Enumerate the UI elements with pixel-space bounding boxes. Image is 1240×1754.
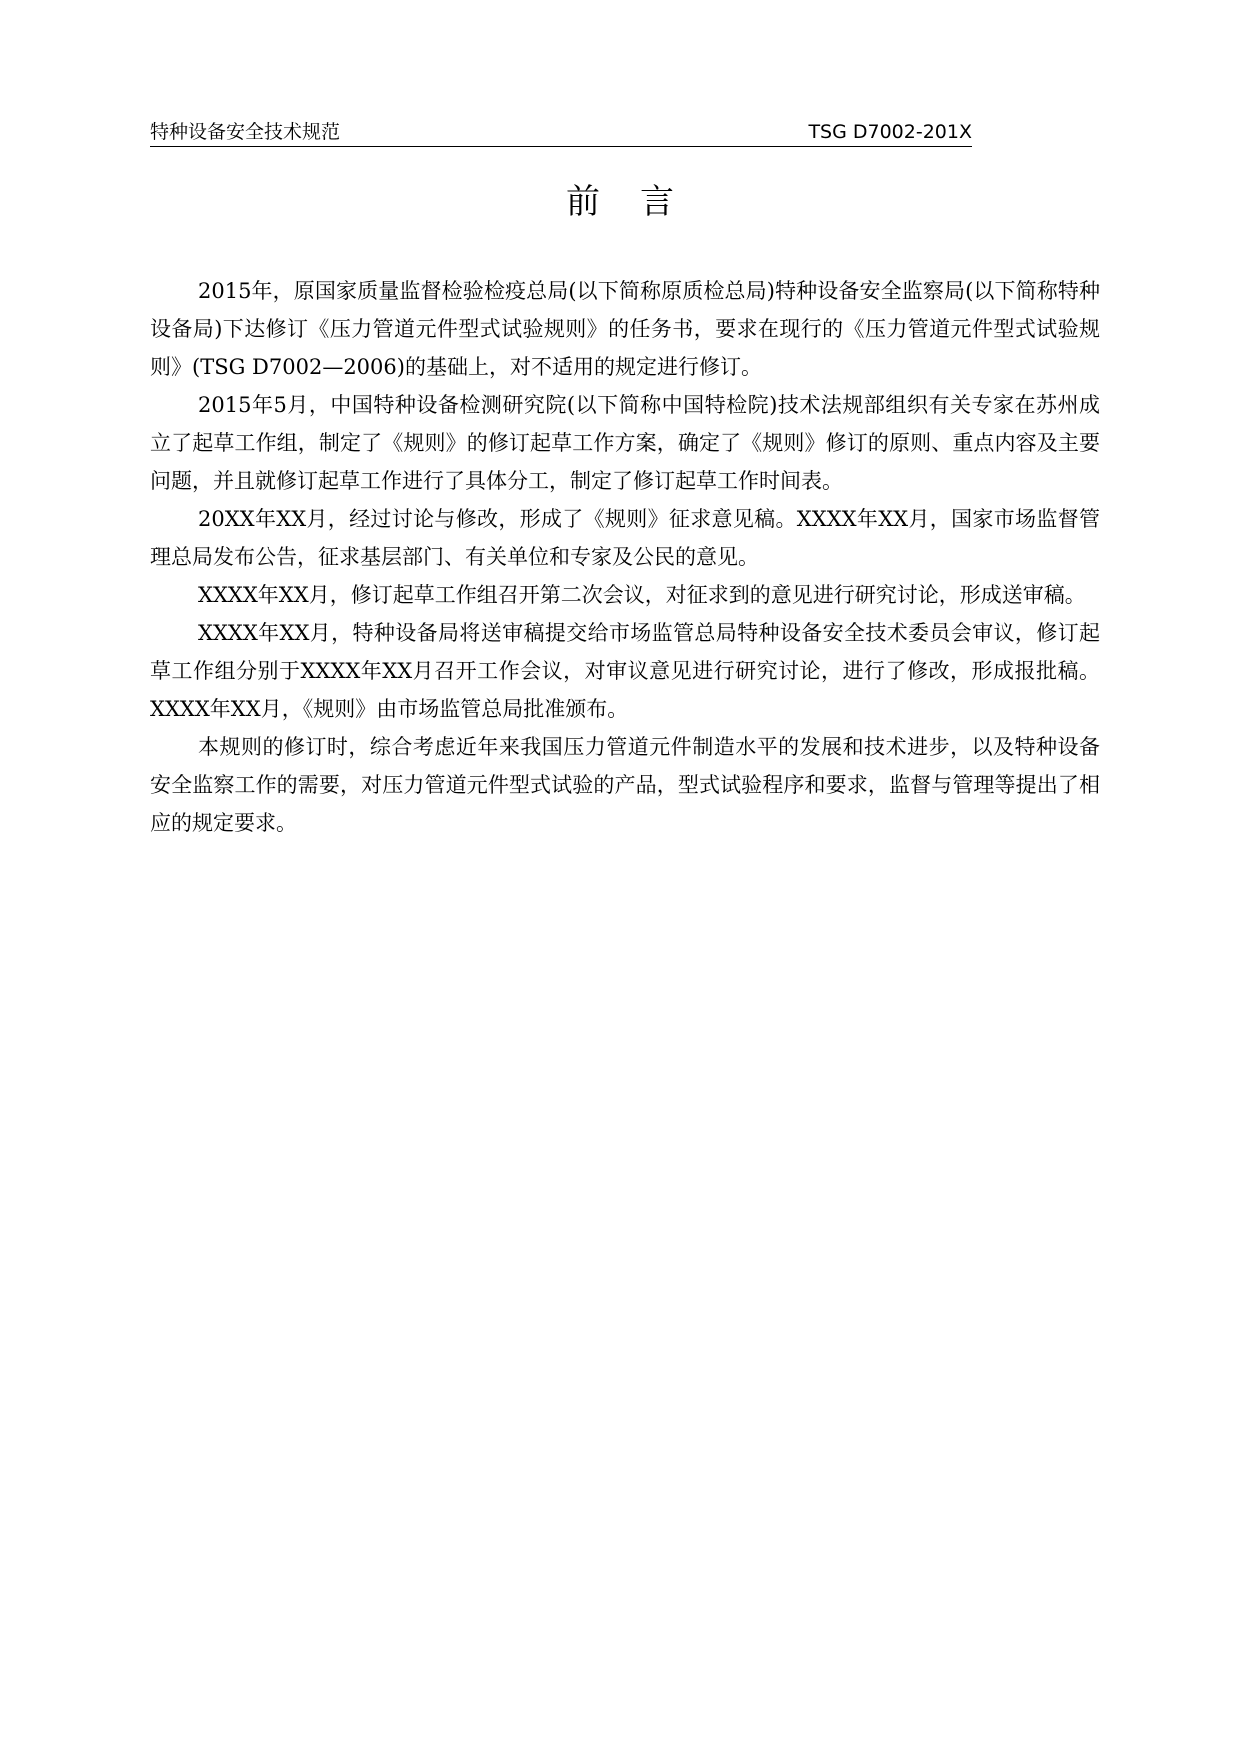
header-regulation-category: 特种设备安全技术规范: [150, 121, 341, 143]
paragraph-3: 20XX年XX月，经过讨论与修改，形成了《规则》征求意见稿。XXXX年XX月，国家市场监督管理总局发布公告，征求基层部门、有关单位和专家及公民的意见。: [150, 507, 1100, 569]
page-title: 前言: [566, 182, 714, 222]
running-header: [150, 120, 972, 147]
header-document-code: TSG D7002-201X: [808, 121, 972, 143]
paragraph-6: 本规则的修订时，综合考虑近年来我国压力管道元件制造水平的发展和技术进步，以及特种设备安全监察工作的需要，对压力管道元件型式试验的产品，型式试验程序和要求，监督与管理等提出了相应的规定要求。: [150, 735, 1100, 835]
paragraph-4: XXXX年XX月，修订起草工作组召开第二次会议，对征求到的意见进行研究讨论，形成送审稿。: [198, 583, 1086, 607]
paragraph-2: 2015年5月，中国特种设备检测研究院(以下简称中国特检院)技术法规部组织有关专家在苏州成立了起草工作组，制定了《规则》的修订起草工作方案，确定了《规则》修订的原则、重点内容及主要问题，并且就修订起草工作进行了具体分工，制定了修订起草工作时间表。: [150, 393, 1100, 493]
document-body: [150, 272, 1100, 842]
paragraph-1: 2015年，原国家质量监督检验检疫总局(以下简称原质检总局)特种设备安全监察局(以下简称特种设备局)下达修订《压力管道元件型式试验规则》的任务书，要求在现行的《压力管道元件型式试验规则》(TSG D7002—2006)的基础上，对不适用的规定进行修订。: [150, 279, 1100, 379]
paragraph-5: XXXX年XX月，特种设备局将送审稿提交给市场监管总局特种设备安全技术委员会审议，修订起草工作组分别于XXXX年XX月召开工作会议，对审议意见进行研究讨论，进行了修改，形成报批稿。XXXX年XX月，《规则》由市场监管总局批准颁布。: [150, 621, 1100, 721]
